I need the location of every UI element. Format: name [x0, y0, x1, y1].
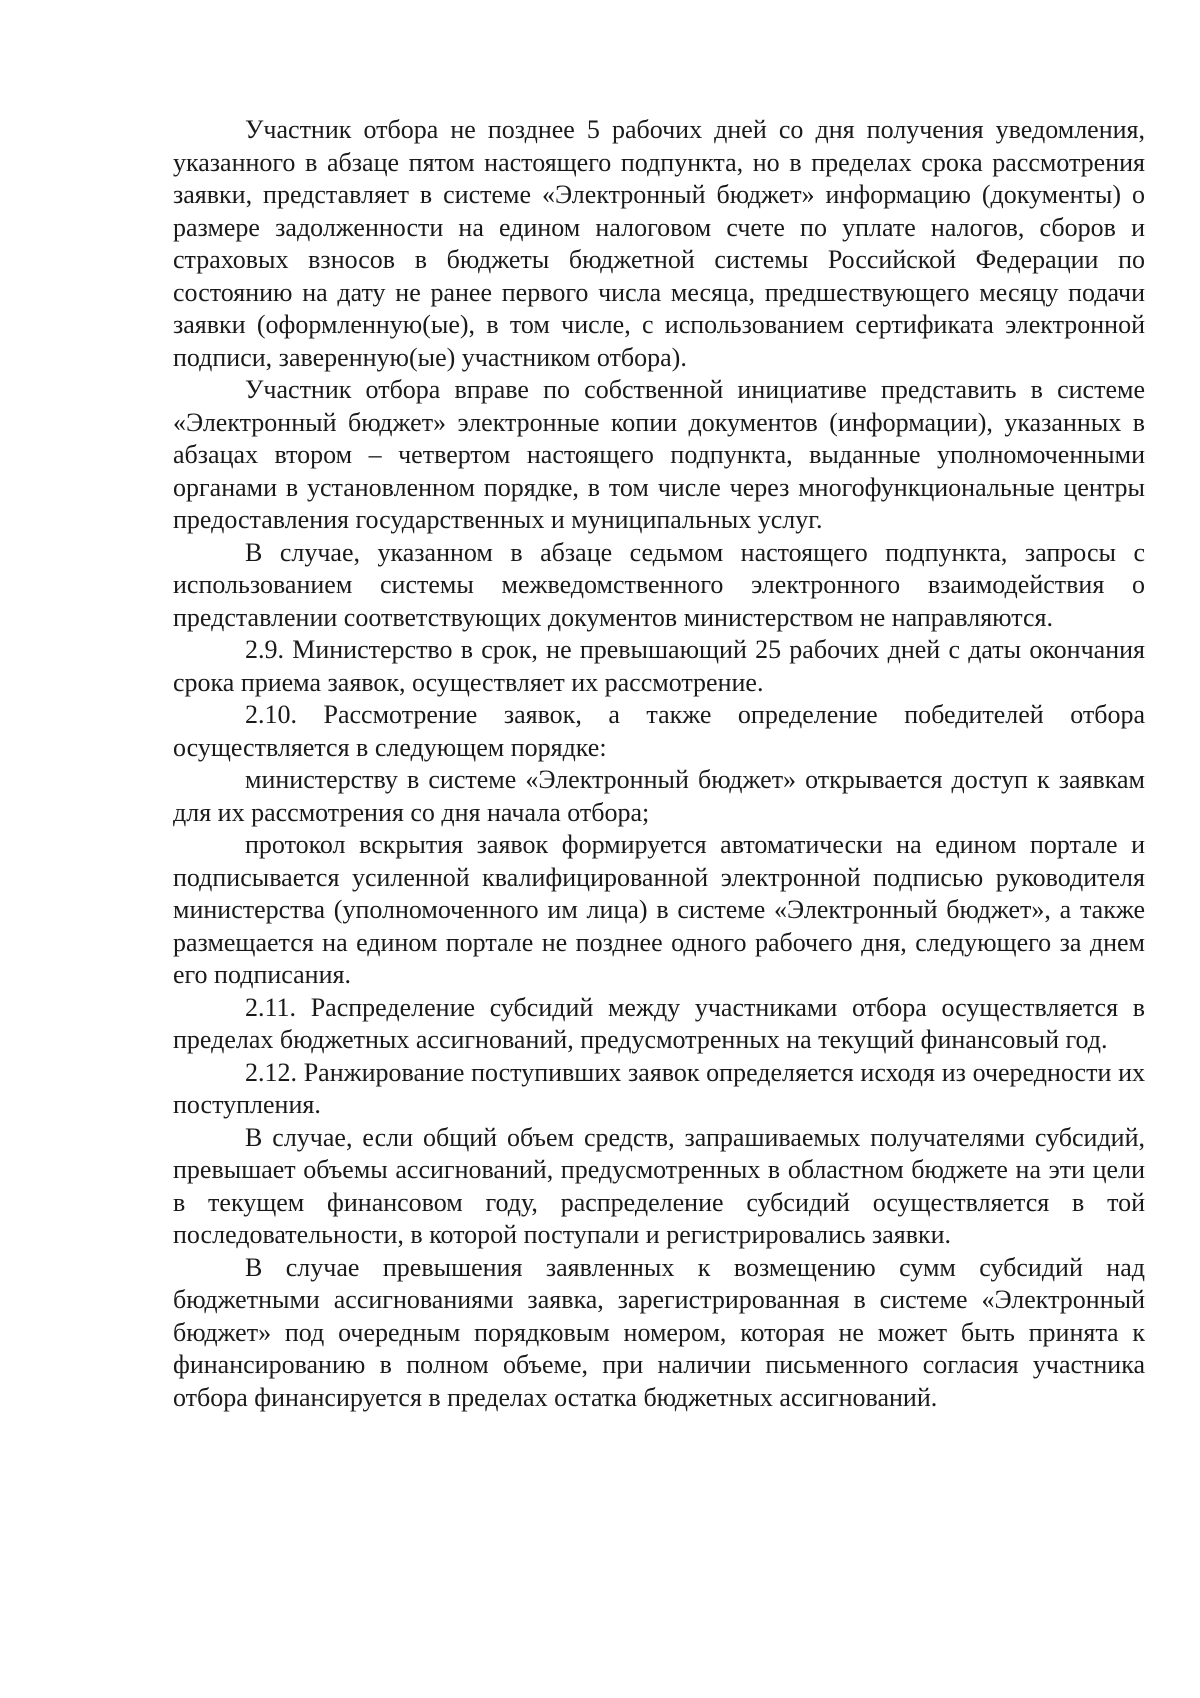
paragraph-ministry-access: министерству в системе «Электронный бюджет» открывается доступ к заявкам для их рассмотрения со дня начала отбора;	[173, 765, 1145, 827]
paragraph-2-10: 2.10. Рассмотрение заявок, а также определение победителей отбора осуществляется в следующем порядке:	[173, 700, 1145, 762]
paragraph-interdepartmental-requests: В случае, указанном в абзаце седьмом настоящего подпункта, запросы с использованием системы межведомственного электронного взаимодействия о представлении соответствующих документов министерством не направляются.	[173, 537, 1145, 632]
paragraph-2-11: 2.11. Распределение субсидий между участниками отбора осуществляется в пределах бюджетных ассигнований, предусмотренных на текущий финансовый год.	[173, 992, 1145, 1054]
document-body	[173, 114, 1145, 1414]
paragraph-distribution-order: В случае, если общий объем средств, запрашиваемых получателями субсидий, превышает объемы ассигнований, предусмотренных в областном бюджете на эти цели в текущем финансовом году, распределение субсидий осуществляется в той последовательности, в которой поступали и регистрировались заявки.	[173, 1122, 1145, 1249]
paragraph-participant-debt-info: Участник отбора не позднее 5 рабочих дней со дня получения уведомления, указанного в абзаце пятом настоящего подпункта, но в пределах срока рассмотрения заявки, представляет в системе «Электронный бюджет» информацию (документы) о размере задолженности на едином налоговом счете по уплате налогов, сборов и страховых взносов в бюджеты бюджетной системы Российской Федерации по состоянию на дату не ранее первого числа месяца, предшествующего месяцу подачи заявки (оформленную(ые), в том числе, с использованием сертификата электронной подписи, заверенную(ые) участником отбора).	[173, 115, 1145, 372]
paragraph-opening-protocol: протокол вскрытия заявок формируется автоматически на едином портале и подписывается усиленной квалифицированной электронной подписью руководителя министерства (уполномоченного им лица) в системе «Электронный бюджет», а также размещается на едином портале не позднее одного рабочего дня, следующего за днем его подписания.	[173, 830, 1145, 989]
paragraph-participant-own-initiative: Участник отбора вправе по собственной инициативе представить в системе «Электронный бюджет» электронные копии документов (информации), указанных в абзацах втором – четвертом настоящего подпункта, выданные уполномоченными органами в установленном порядке, в том числе через многофункциональные центры предоставления государственных и муниципальных услуг.	[173, 375, 1145, 534]
paragraph-2-9: 2.9. Министерство в срок, не превышающий 25 рабочих дней с даты окончания срока приема заявок, осуществляет их рассмотрение.	[173, 635, 1145, 697]
paragraph-2-12: 2.12. Ранжирование поступивших заявок определяется исходя из очередности их поступления.	[173, 1057, 1145, 1119]
paragraph-excess-claims: В случае превышения заявленных к возмещению сумм субсидий над бюджетными ассигнованиями заявка, зарегистрированная в системе «Электронный бюджет» под очередным порядковым номером, которая не может быть принята к финансированию в полном объеме, при наличии письменного согласия участника отбора финансируется в пределах остатка бюджетных ассигнований.	[173, 1252, 1145, 1412]
